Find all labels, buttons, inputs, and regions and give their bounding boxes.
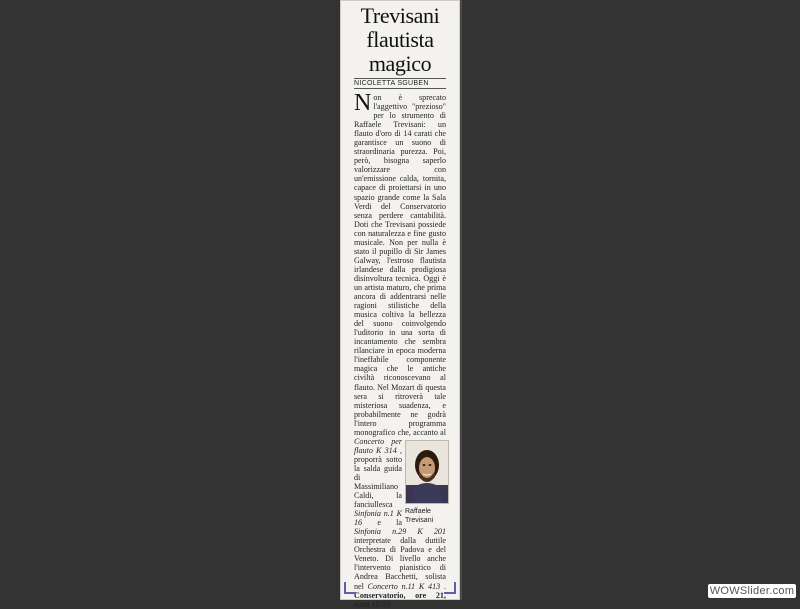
portrait-photo: [405, 440, 449, 504]
article-byline: NICOLETTA SGUBEN: [354, 78, 446, 89]
drop-cap: N: [354, 90, 372, 116]
venue-info: Conservatorio, ore 21, euro 15/10: [354, 590, 446, 609]
body-text-part-5: .: [443, 581, 446, 591]
work-title-2: Sinfonia n.1 K 16: [354, 509, 402, 528]
crop-mark-right: [444, 582, 456, 594]
photo-caption: Raffaele Trevisani: [405, 507, 434, 524]
portrait-photo-icon: [406, 441, 448, 503]
body-text-part-1: on è sprecato l'aggettivo "prezioso" per lo strumento di Raffaele Trevisani: un flauto d'oro di 14 carati che garantisce un suono di straordinaria purezza. Poi, però, bisogna saperlo valorizzare con un'emissione calda, tornita, capace di proiettarsi in uno spazio grande come la Sala Verdi del Conservatorio senza perdere cantabilità. Doti che Trevisani possiede con naturalezza e fine gusto musicale. Non per nulla è stato il pupillo di Sir James Galway, l'estroso flautista irlandese dalla prodigiosa disinvoltura tecnica. Oggi è un artista maturo, che prima ancora di addentrarsi nelle ragioni stilistiche della musica coltiva la bellezza del suono coinvolgendo l'uditorio in una sorta di incantamento che sembra rilanciare in epoca moderna l'ineffabile componente magica che le antiche civiltà riconoscevano al flauto. Nel Mozart di questa sera si ritroverà tale misteriosa suadenza, e probabilmente ne godrà l'intero programma monografico che, accanto al: [354, 93, 446, 437]
body-text-part-4: interpretate dalla duttile Orchestra di Padova e del Veneto. Di livello anche l'intervento pianistico di Andrea Bacchetti, solista nel: [354, 536, 446, 591]
crop-mark-left: [344, 582, 356, 594]
work-title-1: Concerto per flauto K 314: [354, 436, 402, 455]
article-body: [354, 90, 446, 609]
work-title-4: Concerto n.11 K 413: [367, 581, 441, 591]
work-title-3: Sinfonia n.29 K 201: [354, 527, 446, 537]
body-text-part-3: e la: [377, 518, 402, 528]
newspaper-clipping: [340, 0, 460, 609]
watermark-link[interactable]: WOWSlider.com: [709, 585, 795, 597]
photo-block: [405, 440, 449, 525]
page-edge: [460, 0, 462, 600]
body-text-part-2: , proporrà sotto la salda guida di Massimiliano Caldi, la fanciullesca: [354, 445, 402, 510]
article-headline: Trevisani flautista magico: [360, 3, 440, 76]
article: [354, 2, 446, 609]
